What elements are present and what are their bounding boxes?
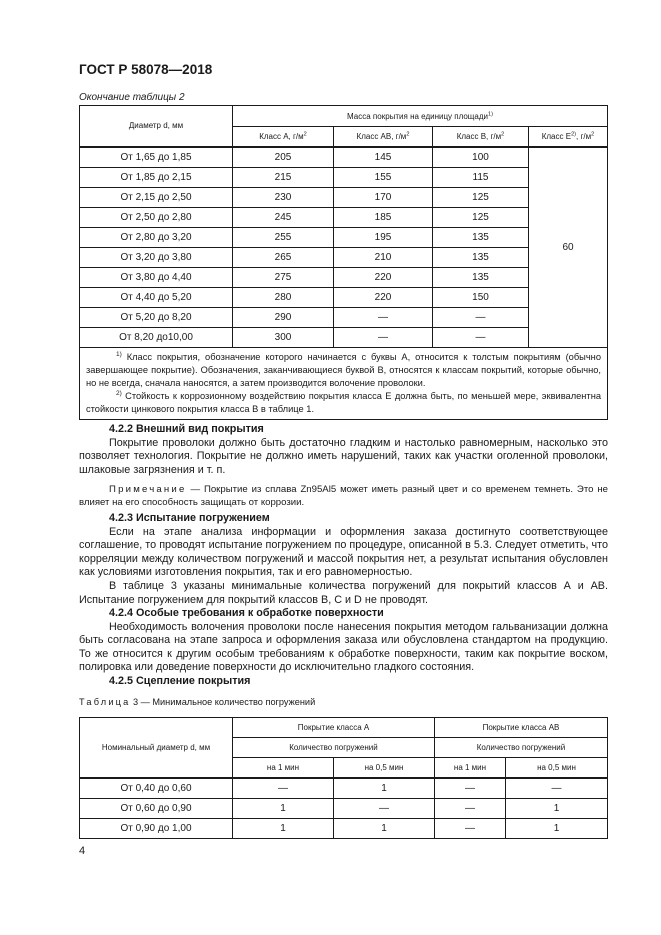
section-4-2-2 [79, 423, 608, 510]
table-row [80, 267, 608, 287]
note-text: — Покрытие из сплава Zn95Al5 может иметь разный цвет и со временем темнеть. Это не влияет на его способность защищать от коррозии. [79, 484, 608, 508]
cell-diameter: От 2,50 до 2,80 [80, 207, 233, 227]
cell-class-e: 60 [529, 147, 608, 348]
cell-class-ab: 195 [334, 227, 433, 247]
cell-diameter: От 5,20 до 8,20 [80, 307, 233, 327]
table-row [80, 778, 608, 799]
section-heading: 4.2.4 Особые требования к обработке поверхности [109, 607, 384, 619]
col-header-group-mass [233, 106, 608, 127]
cell-a-05min: 1 [334, 778, 435, 799]
note-label: Примечание [109, 484, 187, 496]
footnote-mark: 2) [116, 389, 122, 397]
table-row [80, 187, 608, 207]
col-label: Класс А, г/м [259, 131, 304, 141]
cell-a-1min: — [233, 778, 334, 799]
paragraph: В таблице 3 указаны минимальные количества погружений для покрытий классов А и АВ. Испытание погружением для покрытий классов В, С и D не проводят. [79, 579, 608, 606]
paragraph: Покрытие проволоки должно быть достаточно гладким и настолько равномерным, насколько это позволяет технология. Покрытие не должно иметь нарушений, таких как участки оголенной проволоки, шлаковые загрязнения и т. п. [79, 436, 608, 476]
cell-class-ab: — [334, 307, 433, 327]
cell-class-ab: 220 [334, 267, 433, 287]
cell-diameter: От 0,90 до 1,00 [80, 819, 233, 839]
superscript: 2 [501, 131, 505, 138]
table-row [80, 799, 608, 819]
table3-caption [79, 697, 315, 707]
cell-a-05min: 1 [334, 819, 435, 839]
cell-ab-1min: — [435, 819, 506, 839]
table-row [80, 247, 608, 267]
footnote-1 [86, 351, 601, 390]
cell-diameter: От 3,80 до 4,40 [80, 267, 233, 287]
cell-ab-05min: — [506, 778, 608, 799]
cell-class-b: 115 [433, 167, 529, 187]
cell-diameter: От 4,40 до 5,20 [80, 287, 233, 307]
cell-class-a: 280 [233, 287, 334, 307]
cell-class-b: — [433, 327, 529, 347]
table-row [80, 307, 608, 327]
cell-class-a: 265 [233, 247, 334, 267]
group-header-text: Масса покрытия на единицу площади [347, 111, 488, 121]
table-row [80, 287, 608, 307]
footnotes-cell [80, 347, 608, 419]
footnote-text: Класс покрытия, обозначение которого начинается с буквы А, относится к толстым покрытиям (обычно завершающее покрытие). Обозначения, заканчивающиеся буквой В, относятся к классам покрытий, которые обычно, но не всегда, сначала наносятся, а затем производится волочение проволоки. [86, 351, 601, 388]
col-header-count-a: Количество погружений [233, 738, 435, 758]
col-header-class-ab: Покрытие класса АВ [435, 718, 608, 738]
cell-class-a: 205 [233, 147, 334, 168]
footnote-mark: 1) [116, 350, 122, 358]
table-row [80, 819, 608, 839]
cell-diameter: От 0,40 до 0,60 [80, 778, 233, 799]
section-heading: 4.2.3 Испытание погружением [109, 512, 270, 524]
cell-class-a: 245 [233, 207, 334, 227]
table-row [80, 327, 608, 347]
cell-class-ab: — [334, 327, 433, 347]
footnote-ref: 2) [571, 131, 577, 138]
col-header-count-ab: Количество погружений [435, 738, 608, 758]
col-header-class-a: Покрытие класса А [233, 718, 435, 738]
col-header-a-1min: на 1 мин [233, 758, 334, 779]
footnote-text: Стойкость к коррозионному воздействию покрытия класса Е должна быть, по меньшей мере, эквивалентна стойкости цинкового покрытия класса В в таблице 1. [86, 390, 601, 414]
cell-class-b: 125 [433, 207, 529, 227]
section-heading: 4.2.2 Внешний вид покрытия [109, 423, 264, 435]
cell-diameter: От 1,65 до 1,85 [80, 147, 233, 168]
cell-class-b: 125 [433, 187, 529, 207]
table2-caption: Окончание таблицы 2 [79, 92, 185, 103]
cell-class-b: 135 [433, 247, 529, 267]
cell-class-a: 230 [233, 187, 334, 207]
cell-class-a: 215 [233, 167, 334, 187]
cell-class-b: 150 [433, 287, 529, 307]
col-header-a-05min: на 0,5 мин [334, 758, 435, 779]
col-header-diameter: Номинальный диаметр d, мм [80, 718, 233, 779]
note [79, 484, 608, 509]
cell-a-05min: — [334, 799, 435, 819]
table-row [80, 227, 608, 247]
cell-ab-05min: 1 [506, 819, 608, 839]
table-row [80, 167, 608, 187]
table-row [80, 207, 608, 227]
paragraph: Если на этапе анализа информации и оформления заказа достигнуто соответствующее соглашение, то проводят испытание погружением по процедуре, описанной в 5.3. Следует отметить, что корреляции между количеством погружений и массой покрытия нет, а результат испытания обусловлен как условиями изготовления покрытия, так и его равномерностью. [79, 525, 608, 579]
cell-class-a: 290 [233, 307, 334, 327]
table-2-coating-mass [79, 105, 608, 420]
col-header-class-b [433, 127, 529, 147]
page-number: 4 [79, 845, 86, 857]
col-header-class-ab [334, 127, 433, 147]
superscript: 2 [591, 131, 595, 138]
cell-class-ab: 210 [334, 247, 433, 267]
col-label: Класс В, г/м [456, 131, 502, 141]
cell-class-b: 135 [433, 227, 529, 247]
cell-class-ab: 155 [334, 167, 433, 187]
col-header-class-a [233, 127, 334, 147]
cell-class-b: 135 [433, 267, 529, 287]
cell-class-a: 255 [233, 227, 334, 247]
table-row [80, 147, 608, 168]
document-code: ГОСТ Р 58078—2018 [79, 62, 213, 77]
col-label: Класс Е [541, 131, 572, 141]
cell-class-ab: 185 [334, 207, 433, 227]
table-footnotes [80, 347, 608, 419]
cell-diameter: От 3,20 до 3,80 [80, 247, 233, 267]
footnote-2 [86, 390, 601, 416]
cell-class-a: 300 [233, 327, 334, 347]
cell-ab-1min: — [435, 799, 506, 819]
cell-diameter: От 0,60 до 0,90 [80, 799, 233, 819]
cell-diameter: От 8,20 до10,00 [80, 327, 233, 347]
footnote-ref: 1) [487, 110, 493, 117]
col-header-class-e [529, 127, 608, 147]
caption-label: Таблица [79, 697, 131, 707]
section-heading-4-2-5: 4.2.5 Сцепление покрытия [109, 674, 251, 687]
col-header-diameter: Диаметр d, мм [80, 106, 233, 147]
cell-a-1min: 1 [233, 799, 334, 819]
cell-ab-1min: — [435, 778, 506, 799]
col-label-unit: , г/м [576, 131, 592, 141]
cell-diameter: От 1,85 до 2,15 [80, 167, 233, 187]
cell-class-a: 275 [233, 267, 334, 287]
section-4-2-3 [79, 512, 608, 607]
cell-ab-05min: 1 [506, 799, 608, 819]
superscript: 2 [406, 131, 410, 138]
cell-class-b: — [433, 307, 529, 327]
col-label: Класс АВ, г/м [356, 131, 407, 141]
paragraph: Необходимость волочения проволоки после нанесения покрытия методом гальванизации должна быть согласована на этапе запроса и оформления заказа или обусловлена стандартом на продукцию. То же относится к другим особым требованиям к обработке поверхности, таким как покрытие воском, полировка или доведение поверхности до исключительно гладкого состояния. [79, 620, 608, 674]
cell-class-ab: 220 [334, 287, 433, 307]
cell-diameter: От 2,15 до 2,50 [80, 187, 233, 207]
cell-class-ab: 145 [334, 147, 433, 168]
cell-class-ab: 170 [334, 187, 433, 207]
section-4-2-4 [79, 607, 608, 689]
cell-a-1min: 1 [233, 819, 334, 839]
table-3-min-dips [79, 717, 608, 839]
cell-diameter: От 2,80 до 3,20 [80, 227, 233, 247]
caption-text: 3 — Минимальное количество погружений [130, 697, 316, 707]
col-header-ab-05min: на 0,5 мин [506, 758, 608, 779]
superscript: 2 [303, 131, 307, 138]
cell-class-b: 100 [433, 147, 529, 168]
col-header-ab-1min: на 1 мин [435, 758, 506, 779]
